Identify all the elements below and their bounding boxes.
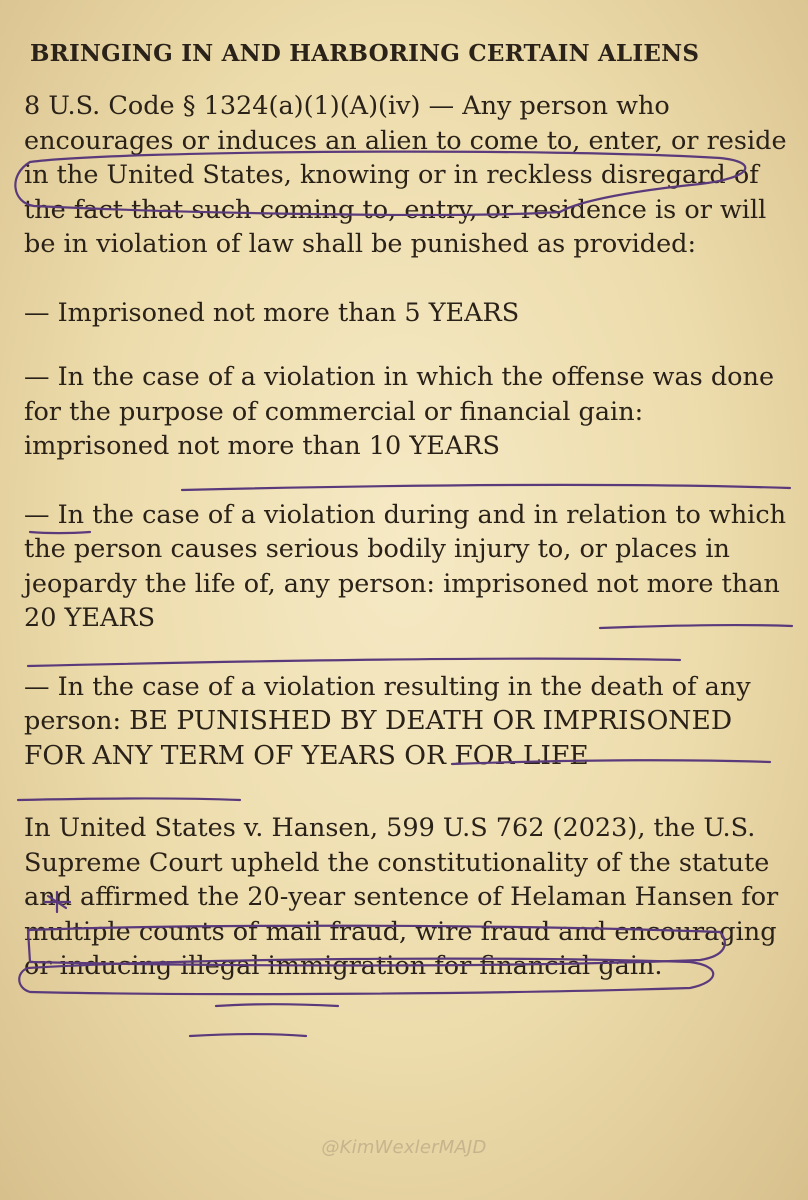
watermark-credit: @KimWexlerMAJD: [321, 1137, 487, 1158]
penalty-5-years: — Imprisoned not more than 5 YEARS: [24, 297, 520, 328]
penalty-death-lead: — In the case of a violation resulting in the death of any person:: [24, 671, 751, 736]
penalty-death-caps: BE PUNISHED BY DEATH OR IMPRISONED FOR ANY TERM OF YEARS OR FOR LIFE: [24, 705, 733, 771]
document-body: [24, 40, 792, 984]
statute-paragraph: 8 U.S. Code § 1324(a)(1)(A)(iv) — Any person who encourages or induces an alien to come to, enter, or reside in the United States, knowing or in reckless disregard of the fact that such coming to, entry, or residence is or will be in violation of law shall be punished as provided:: [24, 91, 787, 259]
penalty-10-years: — In the case of a violation in which the offense was done for the purpose of commercial or financial gain: imprisoned not more than 10 YEARS: [24, 362, 775, 461]
penalty-20-years: — In the case of a violation during and in relation to which the person causes serious bodily injury to, or places in jeopardy the life of, any person: imprisoned not more than 20 YEARS: [24, 499, 787, 633]
penalty-death: [24, 670, 792, 774]
case-note-paragraph: In United States v. Hansen, 599 U.S 762 (2023), the U.S. Supreme Court upheld the constitutionality of the statute and affirmed the 20-year sentence of Helaman Hansen for multiple counts of mail fraud, wire fraud and encouraging or inducing illegal immigration for financial gain.: [24, 813, 779, 981]
document-heading: BRINGING IN AND HARBORING CERTAIN ALIENS: [30, 40, 700, 67]
